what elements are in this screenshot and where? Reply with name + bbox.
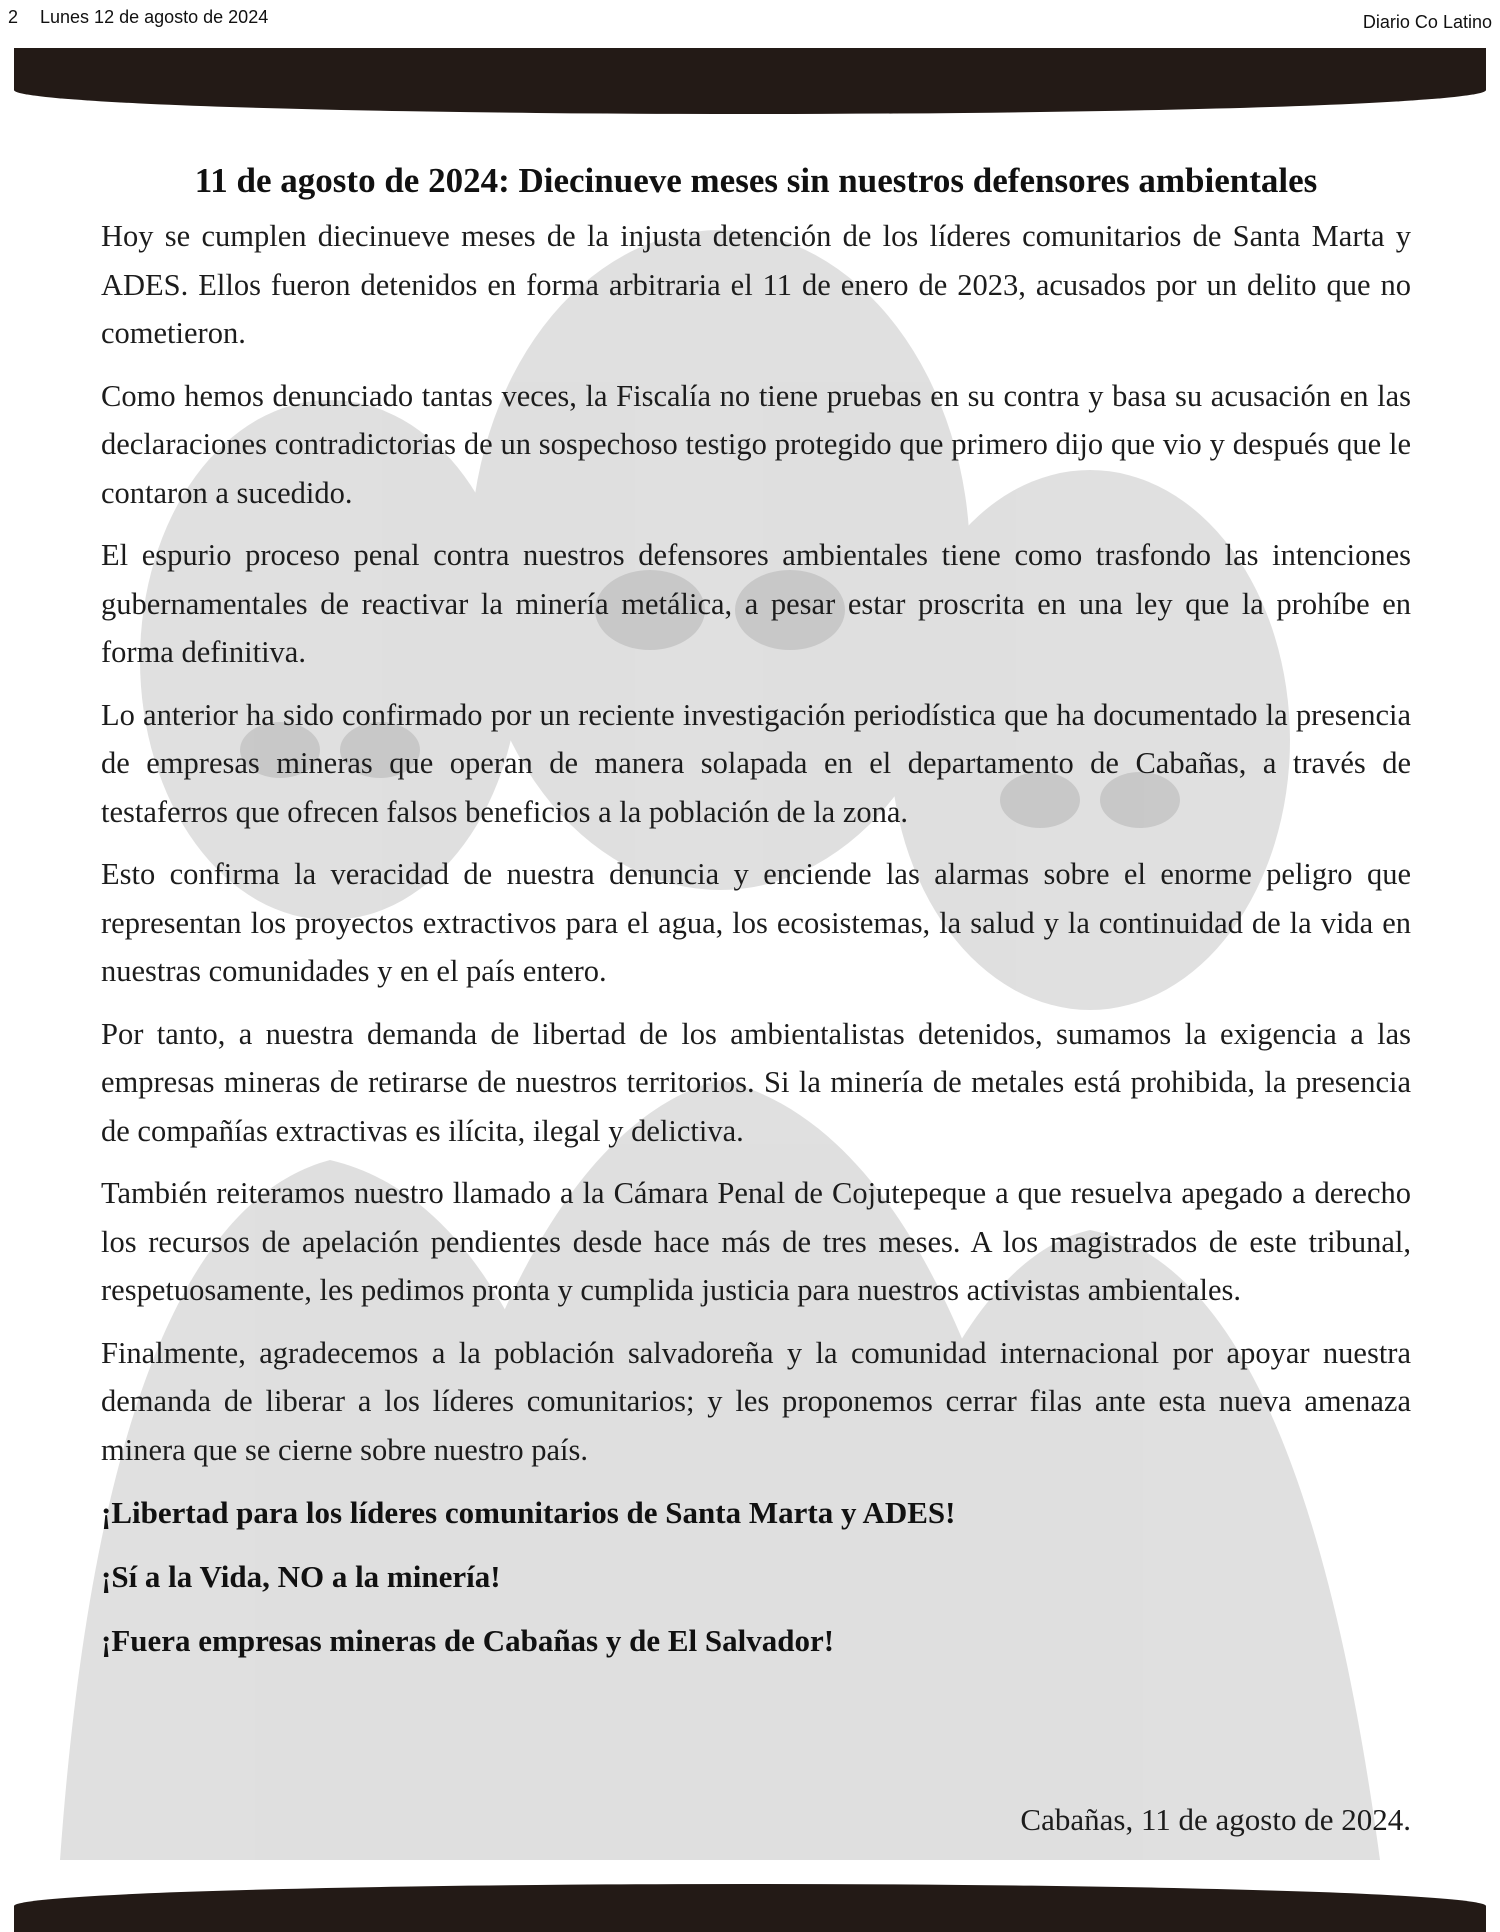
- paragraph: El espurio proceso penal contra nuestros defensores ambientales tiene como trasfondo las intenciones gubernamentales de reactivar la minería metálica, a pesar estar proscrita en una ley que la prohíbe en forma definitiva.: [101, 538, 1411, 669]
- paragraph: Por tanto, a nuestra demanda de libertad de los ambientalistas detenidos, sumamos la exigencia a las empresas mineras de retirarse de nuestros territorios. Si la minería de metales está prohibida, la presencia de compañías extractivas es ilícita, ilegal y delictiva.: [101, 1016, 1411, 1148]
- issue-date: Lunes 12 de agosto de 2024: [40, 7, 269, 27]
- page-header: [0, 0, 1500, 40]
- page-number: 2: [8, 7, 19, 27]
- paragraph: Finalmente, agradecemos a la población salvadoreña y la comunidad internacional por apoyar nuestra demanda de liberar a los líderes comunitarios; y les proponemos cerrar filas ante esta nueva amenaza minera que se cierne sobre nuestro país.: [101, 1335, 1411, 1467]
- slogan-fuera-empresas: ¡Fuera empresas mineras de Cabañas y de El Salvador!: [101, 1623, 835, 1658]
- signoff-place-date: Cabañas, 11 de agosto de 2024.: [1020, 1802, 1411, 1837]
- slogan-si-a-la-vida: ¡Sí a la Vida, NO a la minería!: [101, 1559, 501, 1594]
- paragraph: Como hemos denunciado tantas veces, la Fiscalía no tiene pruebas en su contra y basa su acusación en las declaraciones contradictorias de un sospechoso testigo protegido que primero dijo que vio y después que le contaron a sucedido.: [101, 378, 1411, 510]
- top-decorative-band: [14, 48, 1486, 114]
- slogan-libertad: ¡Libertad para los líderes comunitarios de Santa Marta y ADES!: [101, 1495, 956, 1530]
- paragraph: Hoy se cumplen diecinueve meses de la injusta detención de los líderes comunitarios de Santa Marta y ADES. Ellos fueron detenidos en forma arbitraria el 11 de enero de 2023, acusados por un delito que no cometieron.: [101, 219, 1411, 350]
- paragraph: Lo anterior ha sido confirmado por un reciente investigación periodística que ha documentado la presencia de empresas mineras que operan de manera solapada en el departamento de Cabañas, a través de testaferros que ofrecen falsos beneficios a la población de la zona.: [101, 697, 1411, 829]
- article: [101, 160, 1411, 1680]
- header-left: [8, 7, 268, 28]
- article-title: 11 de agosto de 2024: Diecinueve meses sin nuestros defensores ambientales: [194, 161, 1318, 200]
- paragraph: Esto confirma la veracidad de nuestra denuncia y enciende las alarmas sobre el enorme peligro que representan los proyectos extractivos para el agua, los ecosistemas, la salud y la continuidad de la vida en nuestras comunidades y en el país entero.: [101, 857, 1411, 988]
- publication-name: Diario Co Latino: [1362, 12, 1492, 32]
- paragraph: También reiteramos nuestro llamado a la Cámara Penal de Cojutepeque a que resuelva apegado a derecho los recursos de apelación pendientes desde hace más de tres meses. A los magistrados de este tribunal, respetuosamente, les pedimos pronta y cumplida justicia para nuestros activistas ambientales.: [101, 1176, 1411, 1307]
- bottom-decorative-band: [14, 1884, 1486, 1932]
